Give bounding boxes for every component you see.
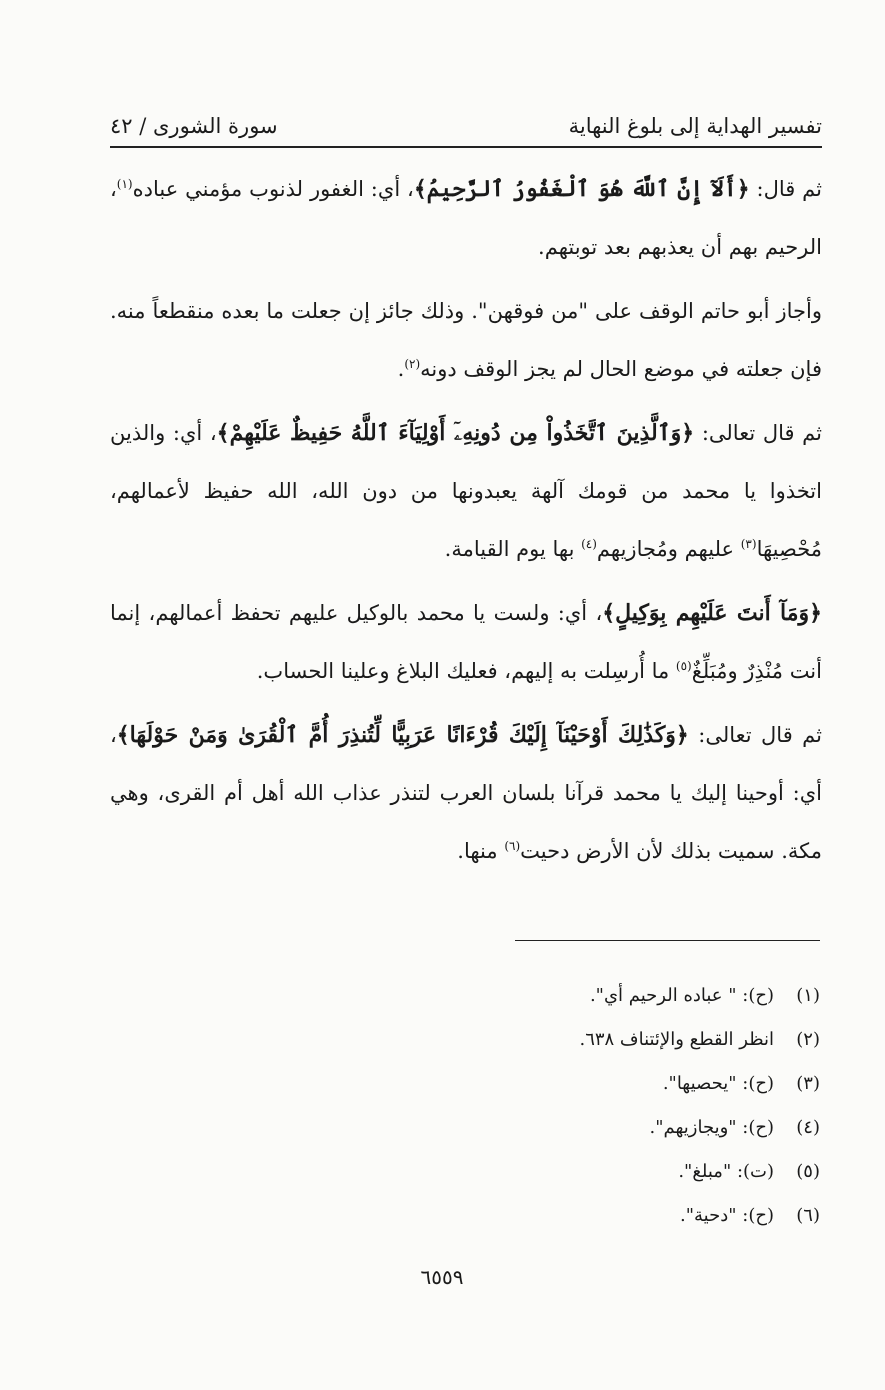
paragraph-3: [110, 404, 822, 578]
footnote-number: (٣): [796, 1073, 820, 1094]
commentary-text: وأجاز أبو حاتم الوقف على "من فوقهن". وذلك جائز إن جعلت ما بعده منقطعاً منه. فإن جعلته في موضع الحال لم يجز الوقف دونه: [110, 299, 822, 381]
book-title: تفسير الهداية إلى بلوغ النهاية: [568, 114, 822, 138]
quran-verse: ﴿أَلَآ إِنَّ ٱللَّهَ هُوَ ٱلْغَفُورُ ٱلرَّحِيمُ﴾: [413, 176, 750, 202]
commentary-tail: منها.: [457, 839, 505, 863]
quran-verse: ﴿وَمَآ أَنتَ عَلَيْهِم بِوَكِيلٍ﴾: [602, 600, 822, 626]
footnote-number: (١): [796, 985, 820, 1006]
footnotes-list: [300, 985, 820, 1249]
footnote-marker[interactable]: (٢): [404, 357, 421, 371]
paragraph-2: [110, 282, 822, 398]
page-number: ٦٥٥٩: [420, 1265, 464, 1289]
footnote-text: (ت): "مبلغ".: [678, 1161, 774, 1182]
footnote-item: [300, 1117, 820, 1161]
footnote-number: (٥): [796, 1161, 820, 1182]
commentary-tail: عليهم ومُجازيهم: [596, 537, 741, 561]
footnote-marker[interactable]: (٥): [675, 659, 692, 673]
footnote-text: (ح): "ويجازيهم".: [649, 1117, 774, 1138]
quran-verse: ﴿وَكَذَٰلِكَ أَوْحَيْنَآ إِلَيْكَ قُرْءَانًا عَرَبِيًّا لِّتُنذِرَ أُمَّ ٱلْقُرَىٰ وَمَنْ حَوْلَهَا﴾: [116, 722, 689, 748]
paragraph-5: [110, 706, 822, 880]
commentary-text: ، أي: الغفور لذنوب مؤمني عباده: [132, 177, 414, 201]
commentary-text: ، أي: أوحينا إليك يا محمد قرآنا بلسان العرب لتنذر عذاب الله أهل أم القرى، وهي مكة. سميت بذلك لأن الأرض دحيت: [110, 723, 822, 863]
running-header: [110, 98, 822, 138]
footnote-number: (٦): [796, 1205, 820, 1226]
paragraph-1: [110, 160, 822, 276]
commentary-tail: ما أُرسِلت به إليهم، فعليك البلاغ وعلينا الحساب.: [256, 659, 676, 683]
paragraph-4: [110, 584, 822, 700]
footnote-text: (ح): " عباده الرحيم أي".: [589, 985, 774, 1006]
header-divider: [110, 146, 822, 148]
footnote-item: [300, 1161, 820, 1205]
commentary-text: ، أي: والذين اتخذوا يا محمد من قومك آلهة يعبدونها من دون الله، الله حفيظ لأعمالهم، مُحْصِيهَا: [110, 421, 822, 561]
footnote-number: (٤): [796, 1117, 820, 1138]
footnote-marker[interactable]: (٣): [740, 537, 757, 551]
footnote-text: (ح): "يحصيها".: [662, 1073, 774, 1094]
main-text: [110, 160, 822, 886]
footnote-item: [300, 1073, 820, 1117]
footnote-marker[interactable]: (٦): [504, 839, 521, 853]
quran-verse: ﴿وَٱلَّذِينَ ٱتَّخَذُواْ مِن دُونِهِۦٓ أَوْلِيَآءَ ٱللَّهُ حَفِيظٌ عَلَيْهِمْ﴾: [216, 420, 695, 446]
lead-text: ثم قال تعالى:: [688, 723, 822, 747]
lead-text: ثم قال:: [749, 177, 822, 201]
surah-label: سورة الشورى / ٤٢: [110, 114, 278, 138]
commentary-tail-2: بها يوم القيامة.: [444, 537, 582, 561]
footnote-text: (ح): "دحية".: [680, 1205, 774, 1226]
footnote-marker[interactable]: (١): [116, 177, 133, 191]
footnote-text: انظر القطع والإئتناف ٦٣٨.: [579, 1029, 774, 1050]
footnote-divider: [515, 940, 820, 941]
footnote-item: [300, 985, 820, 1029]
footnote-number: (٢): [796, 1029, 820, 1050]
commentary-tail: ، الرحيم بهم أن يعذبهم بعد توبتهم.: [110, 177, 822, 259]
commentary-tail: .: [397, 357, 405, 381]
lead-text: ثم قال تعالى:: [694, 421, 823, 445]
footnote-marker[interactable]: (٤): [581, 537, 597, 551]
commentary-text: ، أي: ولست يا محمد بالوكيل عليهم تحفظ أعمالهم، إنما أنت مُنْذِرٌ ومُبَلِّغٌ: [110, 601, 822, 683]
footnote-item: [300, 1205, 820, 1249]
footnote-item: [300, 1029, 820, 1073]
